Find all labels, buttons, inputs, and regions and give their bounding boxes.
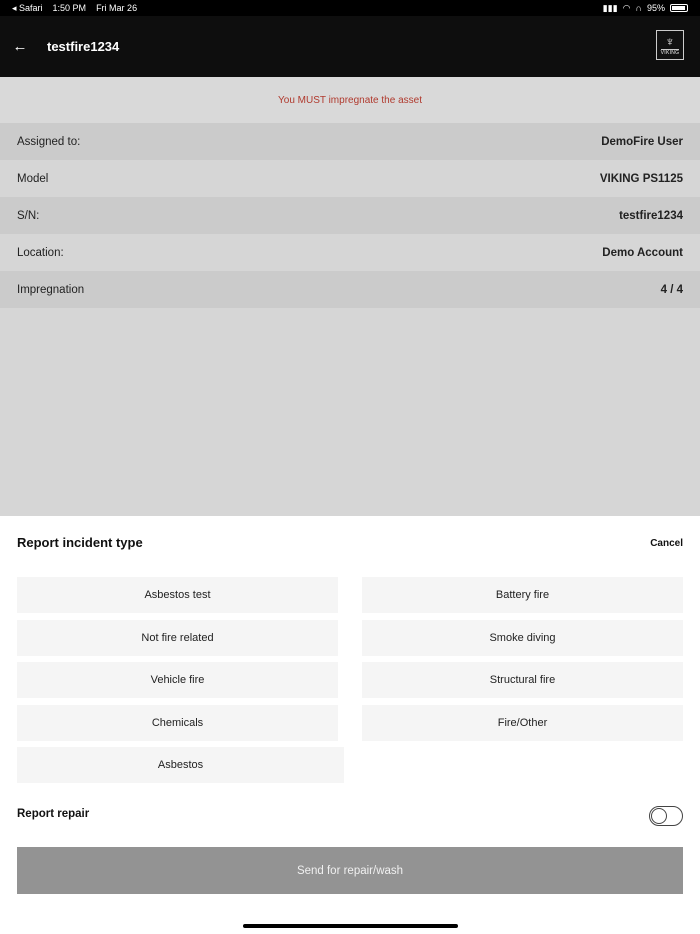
- wifi-icon: ◠: [622, 2, 631, 13]
- incident-type-sheet: [0, 516, 700, 934]
- sheet-title: Report incident type: [17, 535, 143, 550]
- toggle-knob: [651, 808, 667, 824]
- logo-wordmark: VIKING: [660, 49, 680, 56]
- home-indicator: [243, 924, 458, 928]
- info-label: S/N:: [17, 209, 40, 222]
- info-row-impregnation: [0, 271, 700, 308]
- app-header: [0, 16, 700, 77]
- page-title: testfire1234: [47, 39, 120, 54]
- info-label: Assigned to:: [17, 135, 81, 148]
- signal-icon: ▮▮▮: [602, 2, 618, 13]
- info-row-serial: [0, 197, 700, 234]
- cancel-button[interactable]: Cancel: [650, 538, 683, 549]
- viking-logo: [656, 30, 684, 60]
- viking-helmet-icon: ♆: [665, 33, 675, 49]
- report-repair-label: Report repair: [17, 808, 90, 820]
- info-value: 4 / 4: [660, 283, 683, 296]
- option-smoke-diving[interactable]: Smoke diving: [362, 620, 683, 656]
- info-value: VIKING PS1125: [599, 172, 683, 185]
- warning-message: You MUST impregnate the asset: [0, 77, 700, 123]
- status-time: 1:50 PM: [52, 3, 87, 13]
- option-chemicals[interactable]: Chemicals: [17, 705, 338, 741]
- status-date: Fri Mar 26: [96, 3, 138, 13]
- option-structural-fire[interactable]: Structural fire: [362, 662, 683, 698]
- info-row-model: [0, 160, 700, 197]
- option-asbestos[interactable]: Asbestos: [17, 747, 344, 783]
- status-bar: [0, 0, 700, 16]
- info-label: Impregnation: [17, 283, 85, 296]
- info-value: testfire1234: [619, 209, 683, 222]
- option-fire-other[interactable]: Fire/Other: [362, 705, 683, 741]
- battery-percent: 95%: [646, 3, 665, 13]
- info-row-assigned: [0, 123, 700, 160]
- back-arrow-icon[interactable]: ←: [12, 38, 28, 55]
- info-value: Demo Account: [602, 246, 683, 259]
- headphones-icon: ∩: [635, 3, 642, 13]
- option-not-fire-related[interactable]: Not fire related: [17, 620, 338, 656]
- info-row-location: [0, 234, 700, 271]
- send-for-repair-button[interactable]: Send for repair/wash: [17, 847, 683, 894]
- option-battery-fire[interactable]: Battery fire: [362, 577, 683, 613]
- report-repair-toggle[interactable]: [649, 806, 683, 826]
- back-to-app-link[interactable]: ◂ Safari: [12, 2, 43, 13]
- option-vehicle-fire[interactable]: Vehicle fire: [17, 662, 338, 698]
- battery-icon: [670, 4, 688, 12]
- info-label: Model: [17, 172, 49, 185]
- option-asbestos-test[interactable]: Asbestos test: [17, 577, 338, 613]
- info-value: DemoFire User: [601, 135, 683, 148]
- info-label: Location:: [17, 246, 64, 259]
